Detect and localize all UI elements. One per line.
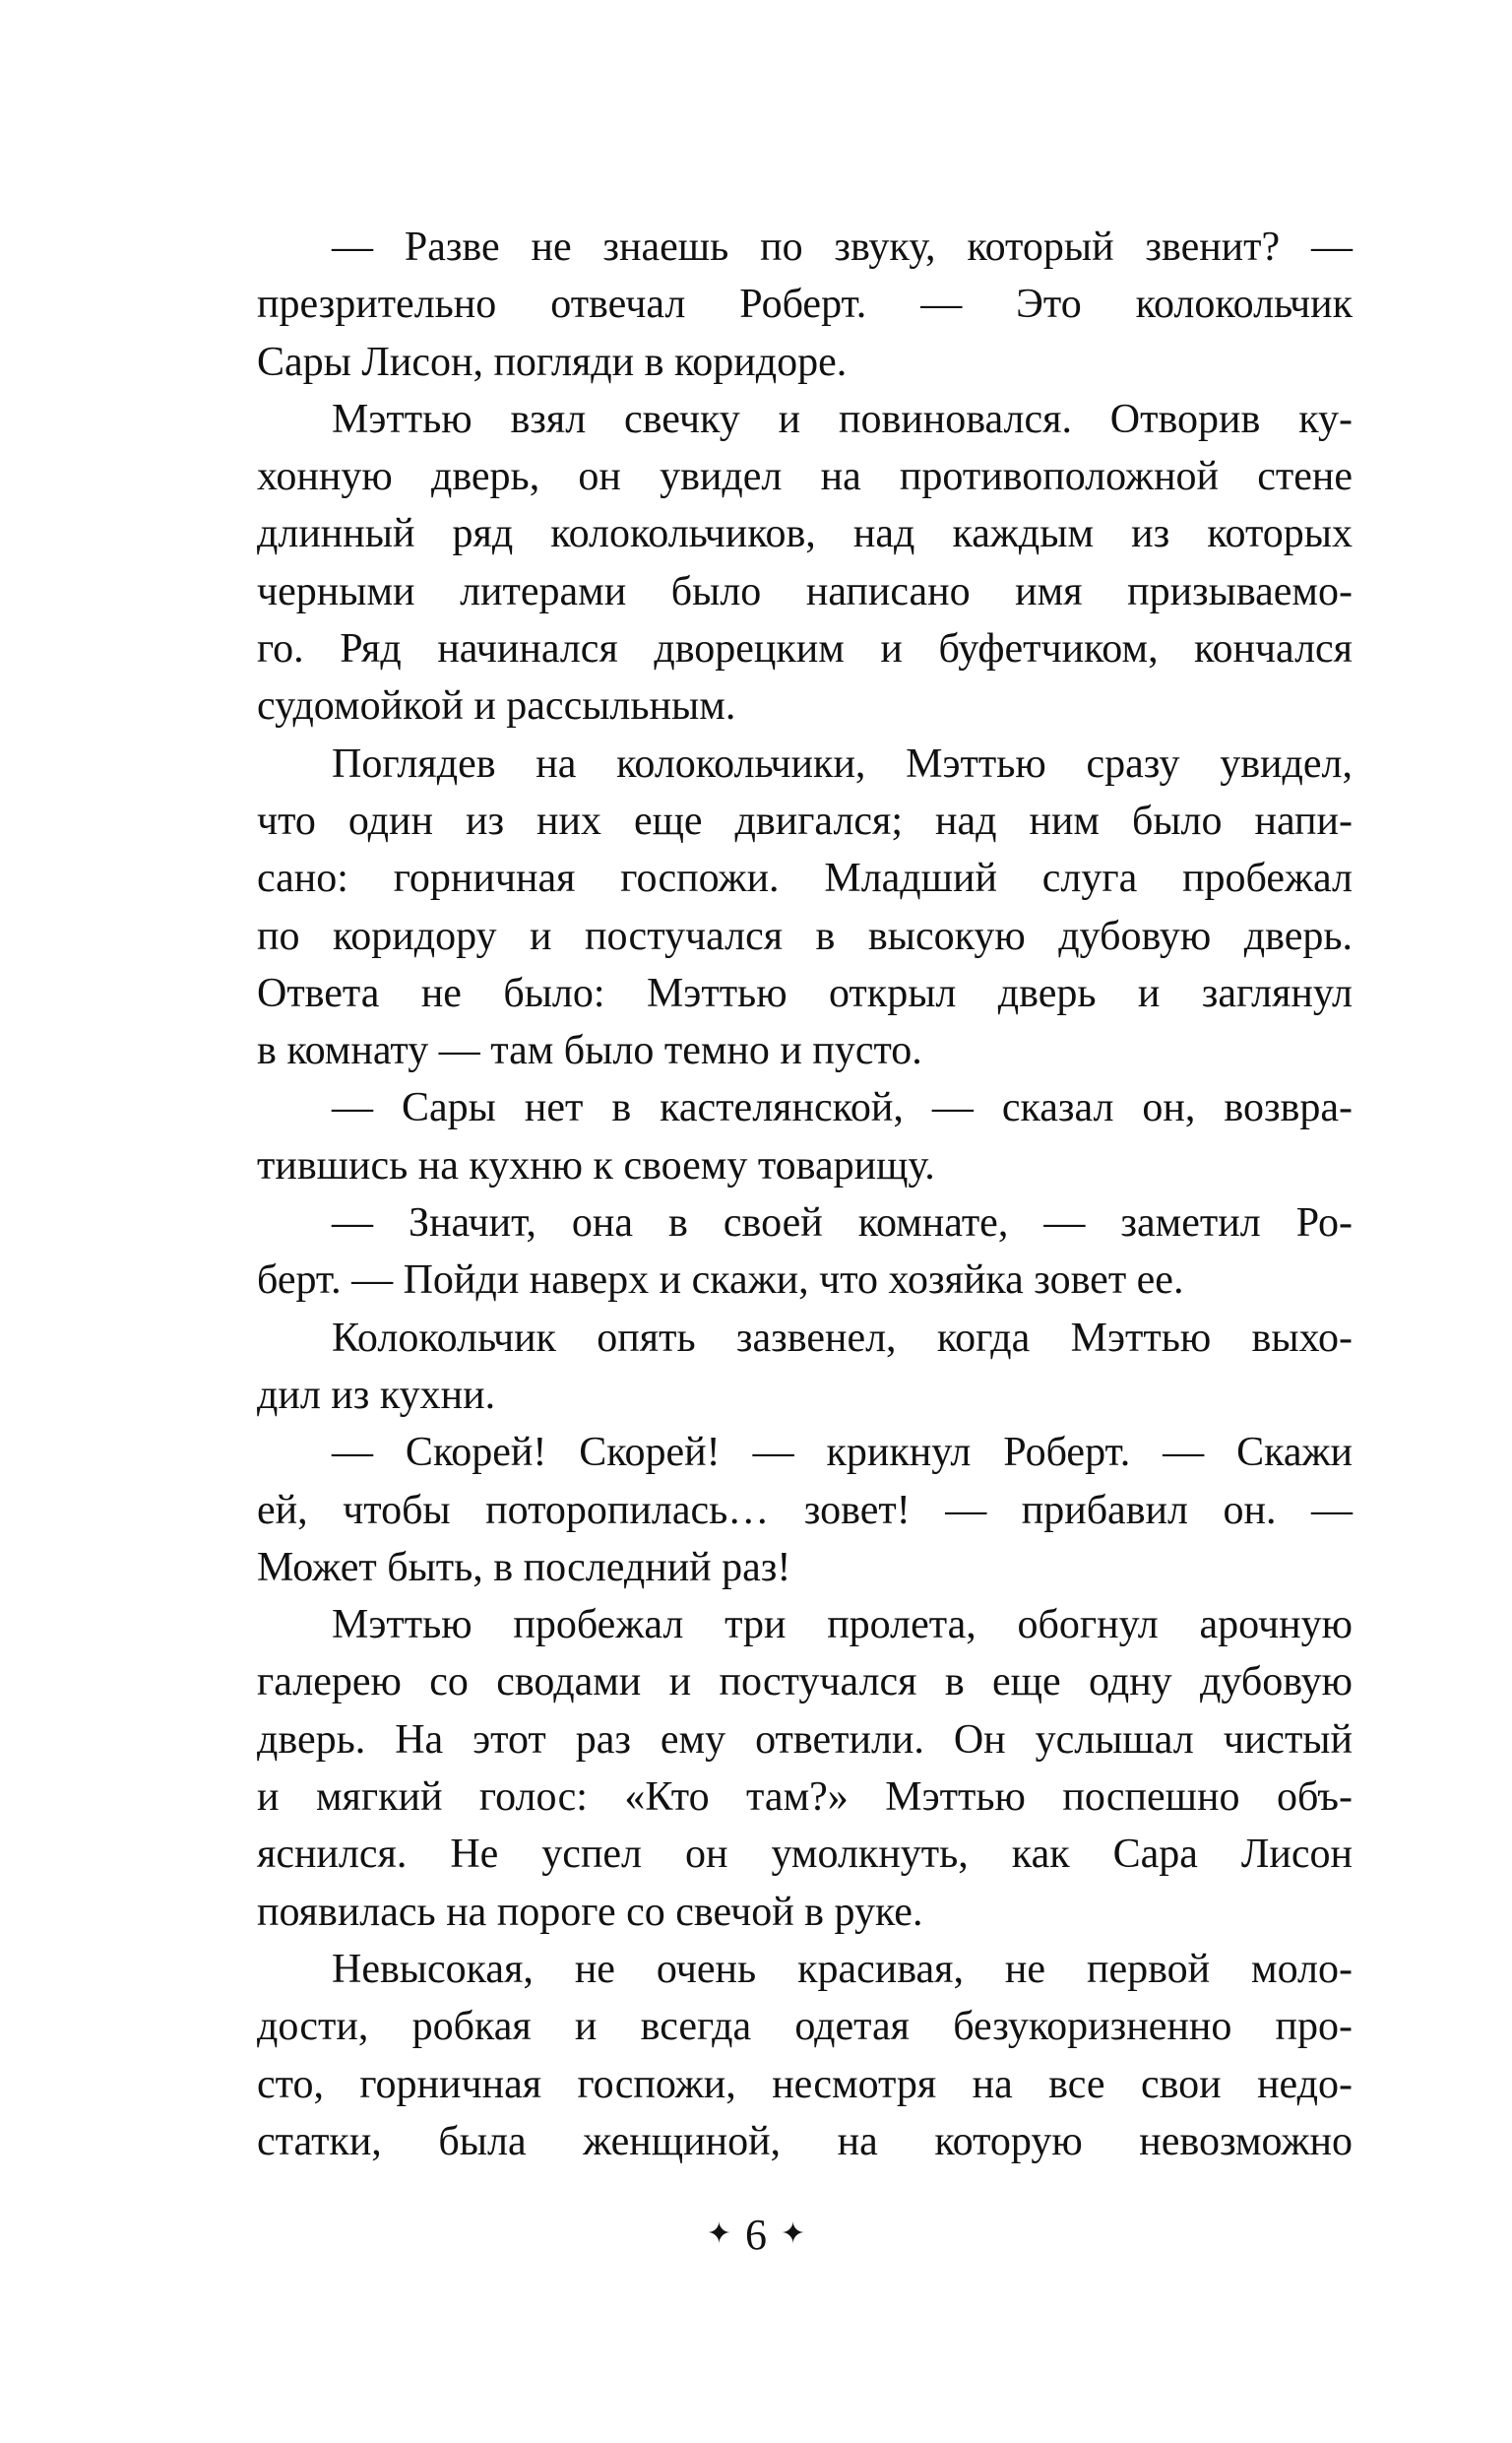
text-line: тившись на кухню к своему товарищу. (257, 1142, 935, 1189)
page-number: 6 (745, 2211, 767, 2259)
text-line: Поглядев на колокольчики, Мэттью сразу увидел, (332, 740, 1353, 787)
text-line: Мэттью пробежал три пролета, обогнул арочную (332, 1602, 1353, 1648)
text-line: — Значит, она в своей комнате, — заметил Ро- (332, 1200, 1353, 1247)
text-line: дил из кухни. (257, 1372, 496, 1418)
text-line: Может быть, в последний раз! (257, 1544, 791, 1590)
text-line: Ответа не было: Мэттью открыл дверь и заглянул (257, 970, 1353, 1016)
page-body (257, 219, 1353, 2170)
text-line: в комнату — там было темно и пусто. (257, 1028, 922, 1074)
text-line: Сары Лисон, погляди в коридоре. (257, 339, 848, 385)
text-line: го. Ряд начинался дворецким и буфетчиком, кончался (257, 626, 1353, 673)
page-number-footer (0, 2210, 1512, 2260)
text-line: дости, робкая и всегда одетая безукоризненно про- (257, 2004, 1353, 2050)
text-line: — Разве не знаешь по звуку, который звенит? — (332, 225, 1353, 270)
text-line: — Скорей! Скорей! — крикнул Роберт. — Скажи (332, 1430, 1353, 1476)
text-line: Колокольчик опять зазвенел, когда Мэттью выхо- (332, 1315, 1353, 1361)
text-line: ей, чтобы поторопилась… зовет! — прибавил он. — (257, 1487, 1353, 1533)
text-line: презрительно отвечал Роберт. — Это колокольчик (257, 282, 1353, 328)
text-line: — Сары нет в кастелянской, — сказал он, возвра- (332, 1085, 1353, 1131)
text-line: статки, была женщиной, на которую невозможно (257, 2118, 1353, 2164)
text-line: сано: горничная госпожи. Младший слуга пробежал (257, 856, 1353, 902)
text-line: берт. — Пойди наверх и скажи, что хозяйка зовет ее. (257, 1257, 1184, 1304)
ornament-left-icon: ✦ (706, 2218, 731, 2250)
text-line: и мягкий голос: «Кто там?» Мэттью поспешно объ- (257, 1774, 1353, 1821)
text-line: Невысокая, не очень красивая, не первой моло- (332, 1946, 1353, 1992)
text-line: яснился. Не успел он умолкнуть, как Сара Лисон (257, 1832, 1353, 1878)
text-line: что один из них еще двигался; над ним было напи- (257, 798, 1353, 844)
text-line: судомойкой и рассыльным. (257, 683, 736, 730)
ornament-right-icon: ✦ (781, 2218, 806, 2250)
text-line: по коридору и постучался в высокую дубовую дверь. (257, 913, 1353, 959)
text-line: галерею со сводами и постучался в еще одну дубовую (257, 1659, 1353, 1705)
text-line: черными литерами было написано имя призываемо- (257, 568, 1353, 614)
text-line: длинный ряд колокольчиков, над каждым из которых (257, 511, 1353, 557)
text-line: сто, горничная госпожи, несмотря на все свои недо- (257, 2061, 1353, 2107)
text-line: дверь. На этот раз ему ответили. Он услышал чистый (257, 1716, 1353, 1763)
text-line: Мэттью взял свечку и повиновался. Отворив ку- (332, 396, 1353, 442)
text-line: появилась на пороге со свечой в руке. (257, 1889, 923, 1935)
text-line: хонную дверь, он увидел на противоположной стене (257, 454, 1353, 500)
